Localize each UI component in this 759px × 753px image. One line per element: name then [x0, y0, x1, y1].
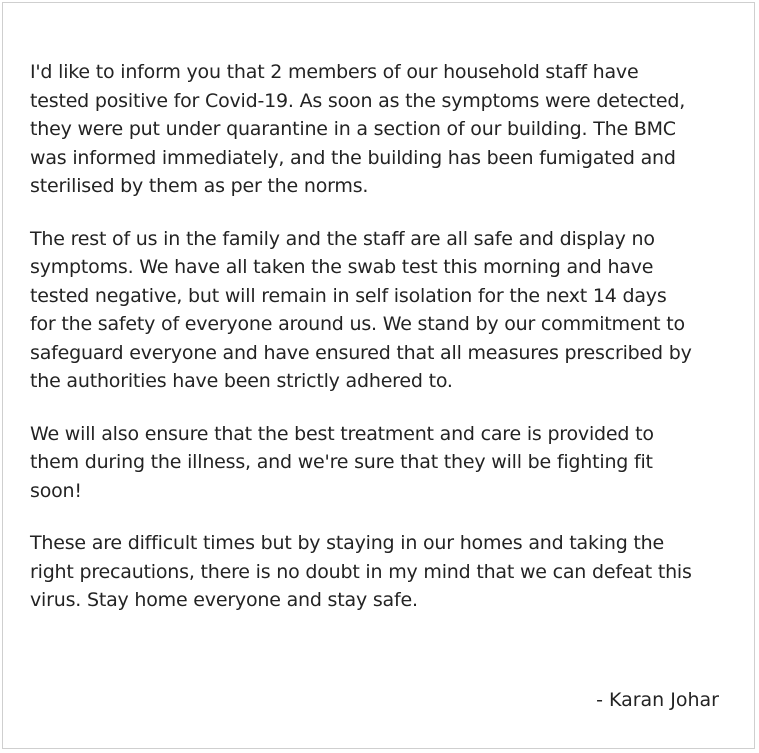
paragraph-line: soon! — [30, 479, 82, 502]
paragraph-line: them during the illness, and we're sure that they will be fighting fit — [30, 451, 653, 473]
paragraph-line: tested positive for Covid-19. As soon as the symptoms were detected, — [30, 89, 686, 112]
paragraph-line: We will also ensure that the best treatment and care is provided to — [30, 422, 654, 445]
paragraph-4 — [30, 529, 736, 615]
paragraph-line: was informed immediately, and the building has been fumigated and — [30, 146, 676, 169]
paragraph-line: virus. Stay home everyone and stay safe. — [30, 589, 418, 611]
paragraph-line: safeguard everyone and have ensured that all measures prescribed by — [30, 341, 692, 364]
paragraph-line: I'd like to inform you that 2 members of our household staff have — [30, 61, 639, 83]
paragraph-line: right precautions, there is no doubt in my mind that we can defeat this — [30, 560, 692, 583]
statement-body — [30, 58, 736, 639]
paragraph-3 — [30, 420, 736, 506]
paragraph-line: for the safety of everyone around us. We stand by our commitment to — [30, 313, 685, 335]
paragraph-line: they were put under quarantine in a section of our building. The BMC — [30, 118, 676, 140]
signature: - Karan Johar — [596, 689, 719, 711]
paragraph-line: The rest of us in the family and the staff are all safe and display no — [30, 227, 655, 250]
paragraph-line: tested negative, but will remain in self isolation for the next 14 days — [30, 284, 667, 307]
paragraph-1 — [30, 58, 736, 201]
paragraph-2 — [30, 225, 736, 396]
paragraph-line: the authorities have been strictly adhered to. — [30, 370, 453, 392]
paragraph-line: These are difficult times but by staying in our homes and taking the — [30, 532, 665, 554]
paragraph-line: sterilised by them as per the norms. — [30, 175, 369, 197]
paragraph-line: symptoms. We have all taken the swab test this morning and have — [30, 256, 654, 278]
